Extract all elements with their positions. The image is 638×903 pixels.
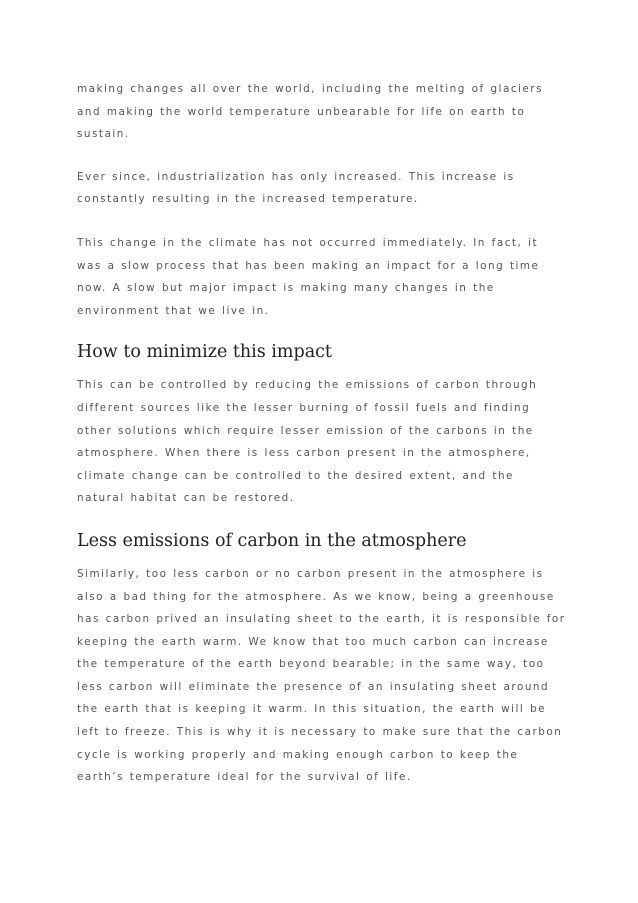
paragraph-continuation: making changes all over the world, including the melting of glaciers and making the world temperature unbearable for life on earth to sustain.	[77, 83, 543, 141]
document-page	[77, 78, 567, 789]
paragraph-minimize-impact: This can be controlled by reducing the emissions of carbon through different sources like the lesser burning of fossil fuels and finding other solutions which require lesser emission of the carbons in the atmosphere. When there is less carbon present in the atmosphere, climate change can be controlled to the desired extent, and the natural habitat can be restored.	[77, 379, 538, 505]
paragraph-industrialization: Ever since, industrialization has only increased. This increase is constantly resulting in the increased temperature.	[77, 170, 515, 206]
paragraph-less-emissions: Similarly, too less carbon or no carbon present in the atmosphere is also a bad thing for the atmosphere. As we know, being a greenhouse has carbon prived an insulating sheet to the earth, it is responsible for keeping the earth warm. We know that too much carbon can increase the temperature of the earth beyond bearable; in the same way, too less carbon will eliminate the presence of an insulating sheet around the earth that is keeping it warm. In this situation, the earth will be left to freeze. This is why it is necessary to make sure that the carbon cycle is working properly and making enough carbon to keep the earth’s temperature ideal for the survival of life.	[77, 567, 566, 784]
section-heading-less-emissions: Less emissions of carbon in the atmosphere	[77, 530, 467, 551]
paragraph-climate-change: This change in the climate has not occurred immediately. In fact, it was a slow process that has been making an impact for a long time now. A slow but major impact is making many changes in the environment that we live in.	[77, 236, 540, 317]
section-heading-minimize-impact: How to minimize this impact	[77, 342, 332, 363]
